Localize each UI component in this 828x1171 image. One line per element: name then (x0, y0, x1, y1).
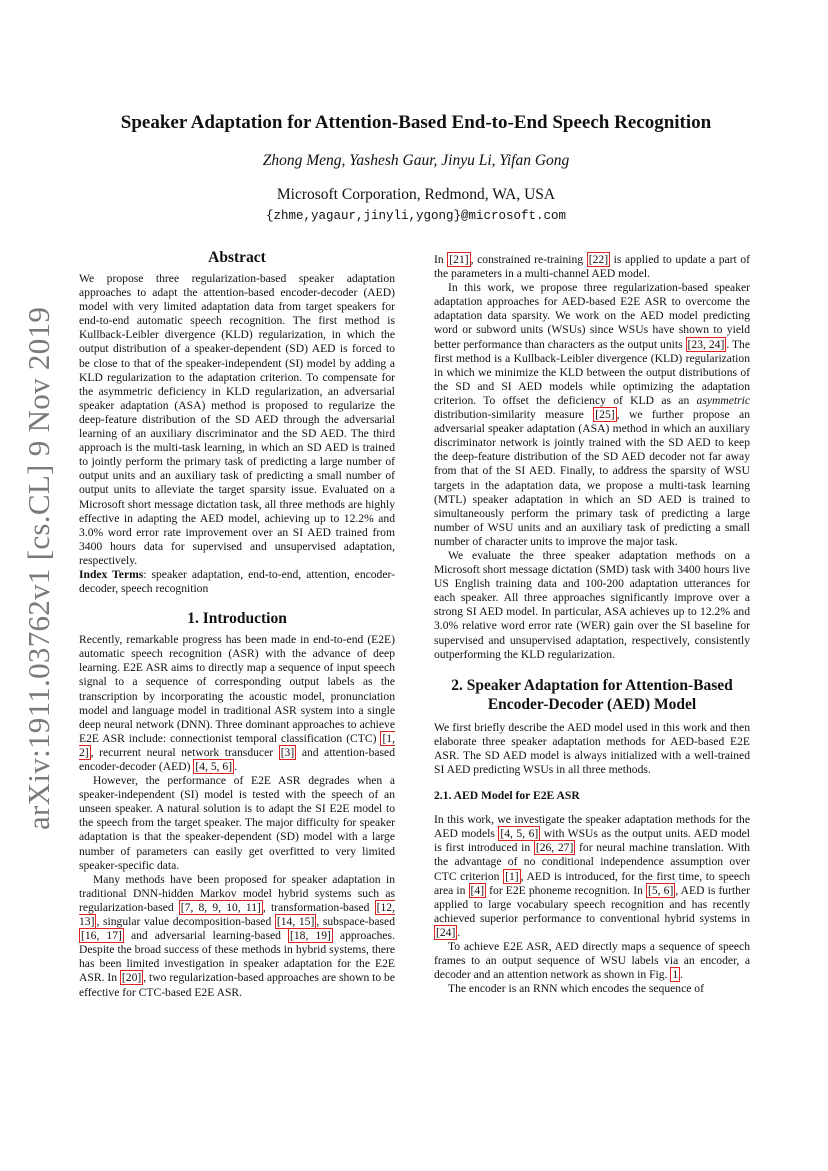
citation-link[interactable]: [25] (595, 408, 615, 422)
index-terms-text: : speaker adaptation, end-to-end, attention, encoder-decoder, speech recognition (79, 567, 395, 596)
right-paragraph-3: We evaluate the three speaker adaptation methods on a Microsoft short message dictation (SMD) task with 3400 hours live US English training data and 100-200 adaptation utterances for each speaker. All three approaches significantly improve over a strong SI AED model. In particular, ASA achieves up to 12.2% and 3.0% relative word error rate (WER) gain over the SI baseline for supervised and unsupervised adaptation, respectively, consistently outperforming the KLD regularization. (434, 548, 750, 661)
citation-link[interactable]: [4] (470, 883, 485, 897)
introduction-heading: 1. Introduction (187, 610, 287, 628)
index-terms-label: Index Terms (79, 567, 144, 581)
citation-link[interactable]: [4, 5, 6] (195, 760, 233, 773)
intro-paragraph-3: Many methods have been proposed for speaker adaptation in traditional DNN-hidden Markov model hybrid systems such as regularization-based [7, 8, 9, 10, 11] , transformation-based [12, 13] , singular value decomposition-based [14, 15] , subspace-based [16, 17] and adversarial learning-based [18, 19] approaches. Despite the broad success of these methods in hybrid systems, there has been limited investigation in speaker adaptation for the E2E ASR. In [20] , two regularization-based approaches are shown to be effective for CTC-based E2E ASR. (79, 872, 395, 999)
intro-paragraph-2: However, the performance of E2E ASR degrades when a speaker-independent (SI) model is tested with the speech of an unseen speaker. A natural solution is to adapt the SI E2E model to the speech from the target speaker. The major difficulty for speaker adaptation is that the speaker-dependent (SD) model with a large number of parameters can easily get overfitted to very limited speaker-specific data. (79, 774, 395, 872)
section-2-heading: 2. Speaker Adaptation for Attention-Based Encoder-Decoder (AED) Model (451, 676, 733, 713)
citation-link[interactable]: [1] (505, 869, 519, 883)
right-paragraph-2: In this work, we propose three regularization-based speaker adaptation approaches for AED-based E2E ASR to overcome the adaptation data sparsity. We work on the AED model predicting word or subword units (WSUs) since WSUs have shown to yield better performance than characters as the output units [23, 24] . The first method is a Kullback-Leibler divergence (KLD) regularization in which we minimize the KLD between the output distributions of the SD and SI AED models while optimizing the adaptation criterion. To offset the deficiency of KLD as an asymmetric distribution-similarity measure [25] , we further propose an adversarial speaker adaptation (ASA) method in which an auxiliary discriminator network is jointly trained with the SD AED to keep the deep-feature distribution of the SD AED decoder not far away from that of the SI AED. Finally, to address the sparsity of WSU targets in the adaptation data, we propose a multi-task learning (MTL) speaker adaptation in which an SD AED is trained to simultaneously perform the primary task of predicting a large number of WSU units and an auxiliary task of predicting a small number of character units to improve the major task. (434, 281, 750, 548)
subsection-paragraph-3: The encoder is an RNN which encodes the sequence of (448, 982, 704, 996)
right-column (434, 253, 750, 996)
citation-link[interactable]: [14, 15] (276, 915, 315, 929)
affiliation: Microsoft Corporation, Redmond, WA, USA (276, 186, 556, 203)
abstract-text: We propose three regularization-based speaker adaptation approaches to adapt the attention-based encoder-decoder (AED) model with very limited adaptation data from target speakers for end-to-end automatic speech recognition. The first method is Kullback-Leibler divergence (KLD) regularization, in which the output distribution of a speaker-dependent (SD) AED is forced to be close to that of the speaker-independent (SI) model by adding a KLD regularization to the adaptation criterion. To compensate for the asymmetric deficiency in KLD regularization, an adversarial speaker adaptation (ASA) method is proposed to regularize the deep-feature distribution of the SD AED through the adversarial learning of an auxiliary discriminator and the SD AED. The third approach is the multi-task learning, in which an SD AED is trained to jointly perform the primary task of predicting a large number of output units and an auxiliary task of predicting a small number of output units to alleviate the target sparsity issue. Evaluated on a Microsoft short message dictation task, all three methods are highly effective in adapting the AED model, achieving up to 12.2% and 3.0% word error rate improvement over an SI AED trained from 3400 hours data for supervised and unsupervised adaptation, respectively. (79, 272, 395, 567)
citation-link[interactable]: [1, 2] (79, 731, 395, 759)
citation-link[interactable]: [26, 27] (535, 841, 574, 855)
citation-link[interactable]: [23, 24] (687, 337, 725, 351)
figure-link[interactable]: 1 (672, 968, 679, 982)
index-terms (79, 568, 395, 596)
citation-link[interactable]: [12, 13] (79, 900, 395, 929)
citation-link[interactable]: [4, 5, 6] (500, 827, 539, 841)
citation-link[interactable]: [3] (280, 745, 295, 759)
citation-link[interactable]: [21] (449, 253, 469, 266)
paper-title: Speaker Adaptation for Attention-Based End-to-End Speech Recognition (120, 112, 712, 133)
left-column (79, 248, 395, 1000)
subsection-paragraph-1: In this work, we investigate the speaker adaptation methods for the AED models [4, 5, 6] with WSUs as the output units. AED model is first introduced in [26, 27] for neural machine translation. With the advantage of no conditional independence assumption over CTC criterion [1] , AED is introduced, for the first time, to speech area in [4] for E2E phoneme recognition. In [5, 6] , AED is further applied to large vocabulary speech recognition and has recently achieved superior performance to conventional hybrid systems in [24] . (434, 813, 750, 939)
intro-paragraph-1: Recently, remarkable progress has been made in end-to-end (E2E) automatic speech recognition (ASR) with the advance of deep learning. E2E ASR aims to directly map a sequence of input speech signal to a sequence of corresponding output labels as the transcription by incorporating the acoustic model, pronunciation model and language model in traditional ASR system into a single deep neural network (DNN). Three dominant approaches to achieve E2E ASR include: connectionist temporal classification (CTC) [1, 2] , recurrent neural network transducer [3] and attention-based encoder-decoder (AED) [4, 5, 6] . (79, 633, 395, 773)
abstract-heading: Abstract (208, 249, 266, 266)
citation-link[interactable]: [24] (436, 925, 456, 939)
right-paragraph-1: In [21] , constrained re-training [22] is applied to update a part of the parameters in a multi-channel AED model. (434, 253, 750, 281)
arxiv-identifier: arXiv:1911.03762v1 [cs.CL] 9 Nov 2019 (21, 306, 56, 830)
citation-link[interactable]: [22] (588, 253, 609, 266)
citation-link[interactable]: [20] (121, 971, 142, 985)
citation-link[interactable]: [16, 17] (81, 929, 122, 943)
author-emails: {zhme,yagaur,jinyli,ygong}@microsoft.com (265, 209, 567, 223)
citation-link[interactable]: [7, 8, 9, 10, 11] (180, 900, 261, 914)
subsection-2-1-heading: 2.1. AED Model for E2E ASR (434, 789, 580, 803)
citation-link[interactable]: [5, 6] (648, 883, 674, 897)
subsection-paragraph-2: To achieve E2E ASR, AED directly maps a sequence of speech frames to an output sequence of WSU labels via an encoder, a decoder and an attention network as shown in Fig. 1 . (434, 940, 750, 982)
citation-link[interactable]: [18, 19] (289, 929, 331, 943)
author-list: Zhong Meng, Yashesh Gaur, Jinyu Li, Yifan Gong (262, 152, 570, 169)
section-2-intro: We first briefly describe the AED model used in this work and then elaborate three speaker adaptation methods for AED-based E2E ASR. The SD AED model is always initialized with a well-trained SI AED predicting WSUs in all three methods. (434, 720, 750, 776)
